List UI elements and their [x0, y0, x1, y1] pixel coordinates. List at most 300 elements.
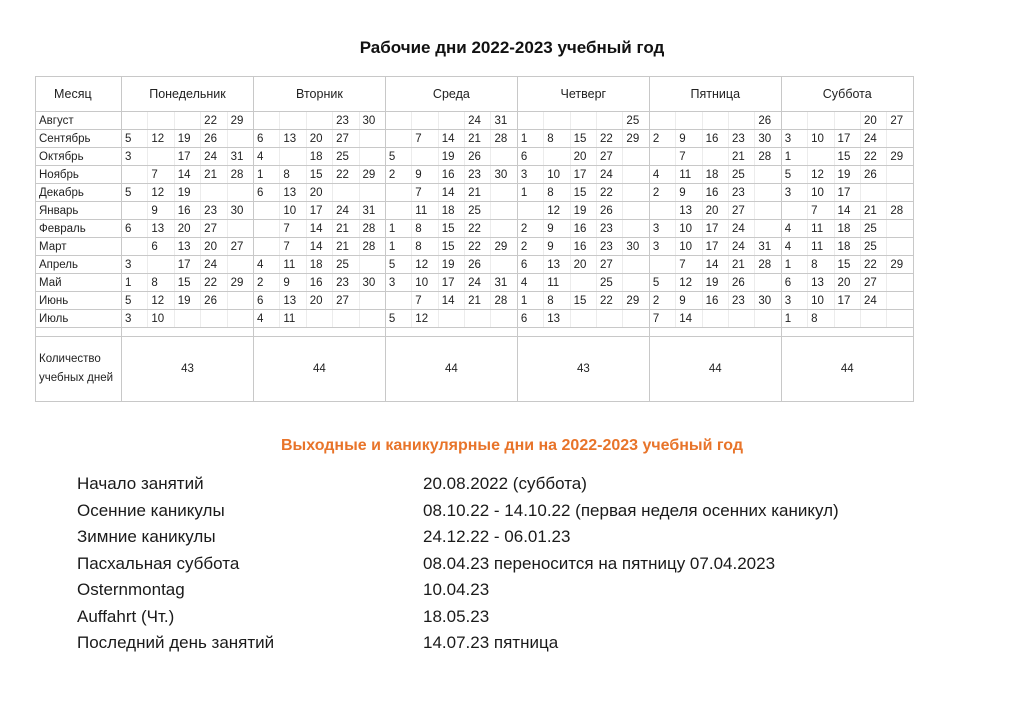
day-cell: 28 [359, 220, 385, 238]
day-cell [728, 310, 754, 328]
day-cell: 17 [570, 166, 596, 184]
day-cell [544, 148, 570, 166]
count-value: 43 [517, 337, 649, 402]
day-cell: 7 [676, 148, 702, 166]
weekday-header: Пятница [649, 77, 781, 112]
day-cell: 4 [781, 220, 807, 238]
count-label: Количество учебных дней [36, 337, 122, 402]
day-cell: 27 [333, 292, 359, 310]
day-cell: 7 [649, 310, 675, 328]
school-days-count-row [36, 337, 914, 402]
day-cell: 20 [306, 292, 332, 310]
day-cell: 25 [860, 220, 886, 238]
day-cell: 29 [623, 292, 649, 310]
day-cell: 26 [201, 130, 227, 148]
day-cell [676, 112, 702, 130]
day-cell [253, 220, 279, 238]
day-cell: 11 [808, 238, 834, 256]
day-cell: 13 [544, 310, 570, 328]
day-cell: 5 [385, 148, 411, 166]
day-cell [412, 112, 438, 130]
day-cell [781, 112, 807, 130]
day-cell: 10 [676, 238, 702, 256]
day-cell [597, 310, 623, 328]
month-name: Февраль [36, 220, 122, 238]
day-cell: 19 [702, 274, 728, 292]
day-cell: 21 [201, 166, 227, 184]
table-row [36, 238, 914, 256]
day-cell: 27 [887, 112, 913, 130]
day-cell [227, 184, 253, 202]
day-cell: 15 [306, 166, 332, 184]
day-cell: 20 [201, 238, 227, 256]
day-cell: 21 [333, 220, 359, 238]
day-cell: 26 [755, 112, 781, 130]
day-cell: 30 [755, 292, 781, 310]
day-cell: 22 [860, 256, 886, 274]
day-cell: 1 [385, 220, 411, 238]
holiday-label: Осенние каникулы [77, 500, 225, 520]
day-cell: 4 [649, 166, 675, 184]
day-cell: 24 [728, 220, 754, 238]
day-cell: 8 [808, 310, 834, 328]
day-cell: 26 [860, 166, 886, 184]
day-cell: 4 [517, 274, 543, 292]
day-cell: 11 [280, 310, 306, 328]
count-value: 44 [649, 337, 781, 402]
day-cell: 28 [359, 238, 385, 256]
day-cell: 9 [676, 130, 702, 148]
day-cell: 20 [860, 112, 886, 130]
month-name: Май [36, 274, 122, 292]
day-cell: 13 [148, 220, 174, 238]
day-cell [623, 310, 649, 328]
spacer-cell [781, 328, 913, 337]
day-cell: 15 [570, 184, 596, 202]
day-cell: 18 [702, 166, 728, 184]
day-cell [755, 220, 781, 238]
day-cell: 12 [676, 274, 702, 292]
day-cell: 25 [860, 238, 886, 256]
day-cell: 23 [333, 274, 359, 292]
day-cell: 3 [649, 220, 675, 238]
day-cell [834, 112, 860, 130]
day-cell: 2 [517, 238, 543, 256]
day-cell [465, 310, 491, 328]
day-cell: 15 [174, 274, 200, 292]
month-name: Июль [36, 310, 122, 328]
school-days-table [35, 76, 914, 402]
day-cell [227, 256, 253, 274]
day-cell: 5 [649, 274, 675, 292]
day-cell: 19 [570, 202, 596, 220]
day-cell: 21 [465, 184, 491, 202]
day-cell: 12 [412, 256, 438, 274]
day-cell: 7 [676, 256, 702, 274]
day-cell: 17 [702, 238, 728, 256]
day-cell: 14 [306, 238, 332, 256]
day-cell: 30 [359, 112, 385, 130]
day-cell [412, 148, 438, 166]
day-cell [623, 220, 649, 238]
day-cell: 12 [544, 202, 570, 220]
table-row [36, 256, 914, 274]
day-cell [702, 112, 728, 130]
day-cell: 4 [253, 310, 279, 328]
day-cell [122, 166, 148, 184]
month-name: Апрель [36, 256, 122, 274]
day-cell [148, 112, 174, 130]
day-cell: 21 [465, 292, 491, 310]
day-cell: 12 [412, 310, 438, 328]
day-cell: 25 [623, 112, 649, 130]
day-cell [808, 148, 834, 166]
holiday-value: 14.07.23 пятница [423, 633, 559, 652]
day-cell: 1 [122, 274, 148, 292]
day-cell: 1 [517, 292, 543, 310]
day-cell [649, 112, 675, 130]
day-cell: 13 [544, 256, 570, 274]
day-cell [544, 112, 570, 130]
day-cell [597, 112, 623, 130]
day-cell: 12 [148, 184, 174, 202]
holiday-label: Osternmontag [77, 580, 185, 599]
day-cell [385, 202, 411, 220]
month-name: Ноябрь [36, 166, 122, 184]
day-cell: 23 [597, 238, 623, 256]
day-cell [385, 292, 411, 310]
day-cell: 17 [438, 274, 464, 292]
month-name: Сентябрь [36, 130, 122, 148]
day-cell [887, 292, 913, 310]
day-cell: 28 [755, 256, 781, 274]
day-cell: 3 [649, 238, 675, 256]
day-cell: 31 [227, 148, 253, 166]
count-value: 44 [385, 337, 517, 402]
holiday-label: Зимние каникулы [77, 527, 216, 546]
day-cell: 6 [148, 238, 174, 256]
table-header-row [36, 77, 914, 112]
day-cell: 13 [280, 130, 306, 148]
day-cell: 23 [465, 166, 491, 184]
day-cell [253, 202, 279, 220]
day-cell: 22 [333, 166, 359, 184]
day-cell: 14 [676, 310, 702, 328]
day-cell [887, 274, 913, 292]
day-cell: 25 [333, 256, 359, 274]
day-cell: 8 [148, 274, 174, 292]
day-cell: 4 [253, 256, 279, 274]
day-cell: 31 [359, 202, 385, 220]
month-name: Июнь [36, 292, 122, 310]
day-cell: 8 [280, 166, 306, 184]
day-cell: 3 [385, 274, 411, 292]
day-cell: 27 [201, 220, 227, 238]
day-cell [306, 310, 332, 328]
day-cell [702, 310, 728, 328]
day-cell [755, 166, 781, 184]
day-cell: 15 [570, 130, 596, 148]
holiday-value: 24.12.22 - 06.01.23 [423, 527, 571, 546]
day-cell: 5 [781, 166, 807, 184]
day-cell: 25 [465, 202, 491, 220]
day-cell: 23 [333, 112, 359, 130]
day-cell: 25 [597, 274, 623, 292]
day-cell: 27 [860, 274, 886, 292]
day-cell: 8 [412, 238, 438, 256]
day-cell: 27 [597, 148, 623, 166]
day-cell: 30 [623, 238, 649, 256]
day-cell: 7 [148, 166, 174, 184]
day-cell: 22 [860, 148, 886, 166]
day-cell: 29 [887, 148, 913, 166]
day-cell: 29 [227, 274, 253, 292]
day-cell: 24 [728, 238, 754, 256]
day-cell [781, 202, 807, 220]
day-cell: 29 [887, 256, 913, 274]
day-cell: 3 [122, 256, 148, 274]
holidays-title: Выходные и каникулярные дни на 2022-2023 учебный год [280, 437, 744, 454]
day-cell [227, 292, 253, 310]
day-cell: 20 [834, 274, 860, 292]
month-column-header: Месяц [36, 77, 122, 112]
day-cell: 20 [702, 202, 728, 220]
day-cell: 29 [359, 166, 385, 184]
day-cell: 5 [385, 310, 411, 328]
day-cell: 26 [201, 292, 227, 310]
day-cell: 6 [517, 310, 543, 328]
day-cell: 1 [781, 148, 807, 166]
day-cell: 10 [808, 292, 834, 310]
day-cell: 18 [834, 220, 860, 238]
day-cell: 17 [834, 292, 860, 310]
day-cell [755, 202, 781, 220]
day-cell: 31 [755, 238, 781, 256]
day-cell [438, 112, 464, 130]
day-cell: 10 [412, 274, 438, 292]
day-cell: 10 [148, 310, 174, 328]
day-cell [728, 112, 754, 130]
day-cell: 15 [570, 292, 596, 310]
spacer-cell [253, 328, 385, 337]
day-cell: 22 [597, 130, 623, 148]
day-cell: 20 [174, 220, 200, 238]
day-cell [148, 256, 174, 274]
day-cell: 24 [597, 166, 623, 184]
day-cell: 18 [438, 202, 464, 220]
day-cell [227, 220, 253, 238]
day-cell [623, 148, 649, 166]
day-cell [385, 184, 411, 202]
day-cell: 26 [728, 274, 754, 292]
day-cell [359, 256, 385, 274]
day-cell: 16 [438, 166, 464, 184]
count-value: 43 [122, 337, 254, 402]
day-cell: 23 [597, 220, 623, 238]
day-cell: 10 [280, 202, 306, 220]
spacer-cell [36, 328, 122, 337]
day-cell: 9 [676, 292, 702, 310]
day-cell [148, 148, 174, 166]
holiday-value: 08.10.22 - 14.10.22 (первая неделя осенних каникул) [423, 500, 839, 520]
day-cell: 25 [333, 148, 359, 166]
day-cell: 26 [597, 202, 623, 220]
day-cell: 21 [333, 238, 359, 256]
day-cell: 22 [465, 238, 491, 256]
day-cell: 23 [728, 184, 754, 202]
day-cell [755, 184, 781, 202]
day-cell: 30 [359, 274, 385, 292]
count-value: 44 [781, 337, 913, 402]
day-cell [834, 310, 860, 328]
day-cell [491, 202, 517, 220]
day-cell [201, 310, 227, 328]
holiday-label: Последний день занятий [77, 633, 275, 652]
day-cell: 6 [517, 256, 543, 274]
day-cell: 11 [412, 202, 438, 220]
day-cell: 16 [570, 220, 596, 238]
holiday-label: Начало занятий [77, 474, 204, 493]
day-cell: 19 [834, 166, 860, 184]
holiday-value: 08.04.23 переносится на пятницу 07.04.2023 [423, 553, 776, 573]
table-row [36, 166, 914, 184]
day-cell: 14 [834, 202, 860, 220]
day-cell: 10 [544, 166, 570, 184]
day-cell: 1 [781, 310, 807, 328]
day-cell: 13 [280, 292, 306, 310]
day-cell [623, 166, 649, 184]
day-cell: 5 [122, 184, 148, 202]
day-cell: 7 [280, 238, 306, 256]
day-cell: 8 [808, 256, 834, 274]
day-cell: 14 [702, 256, 728, 274]
day-cell: 11 [676, 166, 702, 184]
day-cell: 27 [728, 202, 754, 220]
day-cell [570, 112, 596, 130]
day-cell [649, 202, 675, 220]
day-cell: 6 [122, 220, 148, 238]
table-row [36, 130, 914, 148]
day-cell: 11 [280, 256, 306, 274]
day-cell: 26 [465, 148, 491, 166]
table-row [36, 292, 914, 310]
day-cell: 1 [517, 130, 543, 148]
day-cell: 19 [174, 130, 200, 148]
day-cell: 28 [491, 130, 517, 148]
day-cell: 6 [253, 184, 279, 202]
weekday-header: Вторник [253, 77, 385, 112]
day-cell [438, 310, 464, 328]
day-cell: 26 [465, 256, 491, 274]
day-cell: 9 [544, 238, 570, 256]
day-cell: 21 [465, 130, 491, 148]
day-cell [253, 112, 279, 130]
spacer-cell [517, 328, 649, 337]
day-cell: 24 [860, 130, 886, 148]
day-cell [253, 238, 279, 256]
day-cell: 22 [597, 292, 623, 310]
day-cell: 9 [148, 202, 174, 220]
day-cell: 14 [438, 130, 464, 148]
day-cell [280, 148, 306, 166]
day-cell [491, 220, 517, 238]
day-cell: 14 [438, 292, 464, 310]
day-cell: 3 [781, 292, 807, 310]
day-cell [174, 310, 200, 328]
day-cell [623, 202, 649, 220]
day-cell: 24 [465, 112, 491, 130]
day-cell: 16 [702, 184, 728, 202]
table-row [36, 184, 914, 202]
holiday-label: Пасхальная суббота [77, 553, 240, 573]
day-cell [702, 148, 728, 166]
day-cell [227, 130, 253, 148]
day-cell [649, 256, 675, 274]
day-cell: 1 [517, 184, 543, 202]
day-cell: 15 [438, 220, 464, 238]
day-cell: 24 [333, 202, 359, 220]
day-cell: 8 [412, 220, 438, 238]
month-name: Октябрь [36, 148, 122, 166]
day-cell: 4 [253, 148, 279, 166]
count-value: 44 [253, 337, 385, 402]
day-cell: 24 [465, 274, 491, 292]
holiday-value: 18.05.23 [423, 606, 490, 626]
day-cell: 28 [227, 166, 253, 184]
day-cell [227, 310, 253, 328]
day-cell: 14 [438, 184, 464, 202]
day-cell: 20 [570, 256, 596, 274]
day-cell: 13 [676, 202, 702, 220]
month-name: Март [36, 238, 122, 256]
day-cell: 16 [570, 238, 596, 256]
weekday-header: Среда [385, 77, 517, 112]
day-cell: 24 [860, 292, 886, 310]
day-cell: 5 [122, 130, 148, 148]
day-cell: 10 [676, 220, 702, 238]
day-cell: 17 [174, 256, 200, 274]
weekday-header: Понедельник [122, 77, 254, 112]
day-cell: 12 [148, 292, 174, 310]
day-cell: 17 [306, 202, 332, 220]
day-cell: 22 [465, 220, 491, 238]
day-cell: 24 [201, 148, 227, 166]
day-cell: 10 [808, 130, 834, 148]
day-cell [517, 202, 543, 220]
day-cell: 1 [253, 166, 279, 184]
day-cell [755, 310, 781, 328]
day-cell: 17 [834, 184, 860, 202]
day-cell: 6 [253, 130, 279, 148]
day-cell [887, 310, 913, 328]
day-cell: 29 [623, 130, 649, 148]
day-cell: 7 [808, 202, 834, 220]
day-cell: 21 [728, 256, 754, 274]
table-row [36, 148, 914, 166]
page-title: Рабочие дни 2022-2023 учебный год [359, 38, 665, 57]
day-cell [122, 202, 148, 220]
day-cell: 9 [544, 220, 570, 238]
spacer-cell [649, 328, 781, 337]
day-cell: 9 [412, 166, 438, 184]
day-cell: 2 [649, 292, 675, 310]
day-cell: 16 [306, 274, 332, 292]
day-cell: 22 [201, 274, 227, 292]
day-cell: 31 [491, 112, 517, 130]
day-cell: 18 [306, 148, 332, 166]
table-row [36, 220, 914, 238]
month-name: Январь [36, 202, 122, 220]
